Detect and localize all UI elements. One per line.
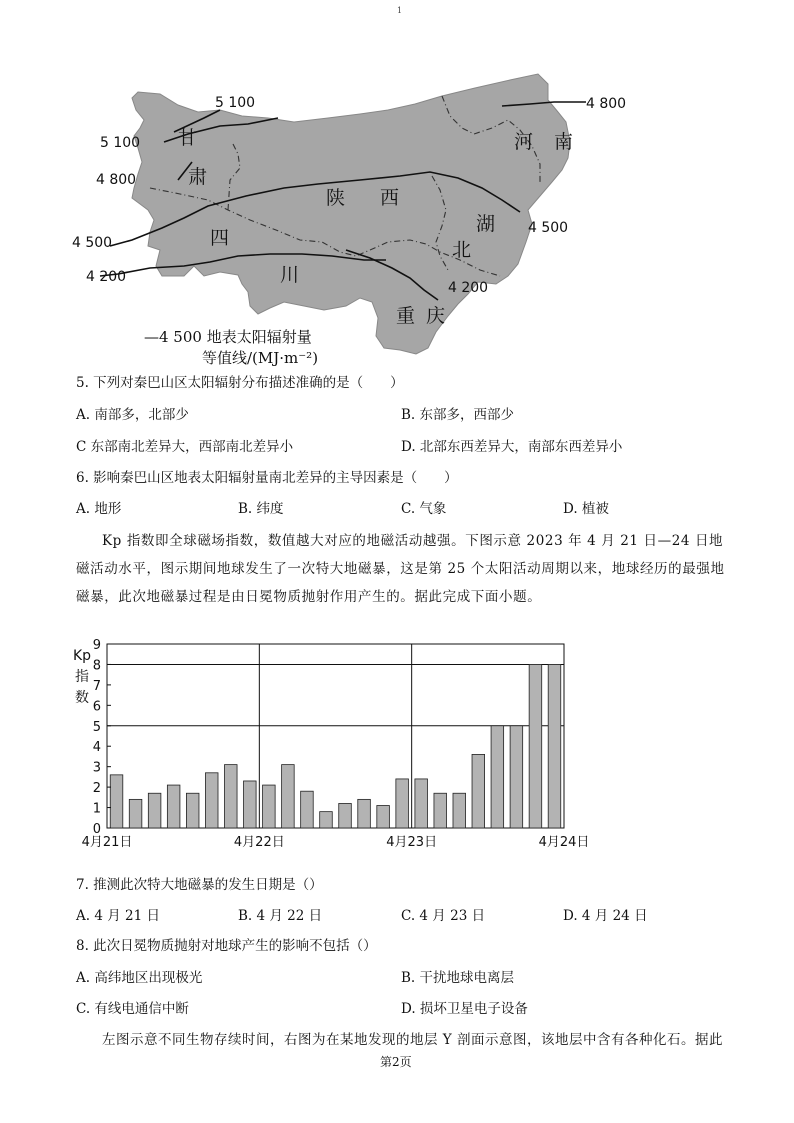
map-legend: —4 500 地表太阳辐射量 (144, 328, 312, 346)
province-label: 肃 (188, 166, 208, 188)
option[interactable]: B. 4 月 22 日 (238, 908, 323, 924)
kp-bar (320, 812, 333, 828)
y-axis-label (73, 648, 91, 706)
option[interactable]: A. 高纬地区出现极光 (76, 970, 203, 986)
kp-bar (377, 806, 390, 828)
kp-bar (472, 754, 485, 828)
y-axis-label-part: 数 (75, 690, 89, 706)
option[interactable]: B. 纬度 (238, 501, 284, 517)
question-5-stem: 5. 下列对秦巴山区太阳辐射分布描述准确的是（ ） (76, 375, 404, 391)
option[interactable]: D. 植被 (563, 501, 609, 517)
map-legend-unit: 等值线/(MJ·m⁻²) (202, 349, 319, 367)
next-passage-start: 左图示意不同生物存续时间，右图为在某地发现的地层 Y 剖面示意图，该地层中含有各种化石。据此 (102, 1032, 723, 1048)
isoline-label: 4 200 (86, 269, 127, 285)
kp-index-chart (60, 634, 600, 854)
kp-bar (282, 765, 295, 828)
kp-bar (453, 793, 466, 828)
kp-bar (510, 726, 523, 828)
question-8-stem: 8. 此次日冕物质抛射对地球产生的影响不包括（） (76, 938, 377, 954)
page-number: 第2页 (380, 1055, 412, 1069)
option[interactable]: D. 北部东西差异大，南部东西差异小 (401, 439, 623, 455)
option[interactable]: A. 南部多，北部少 (76, 407, 189, 423)
y-tick-label: 2 (92, 781, 101, 797)
y-tick-label: 8 (92, 658, 101, 674)
y-axis-label-part: 指 (75, 669, 89, 685)
option[interactable]: A. 4 月 21 日 (76, 908, 160, 924)
province-label: 西 (380, 187, 400, 209)
kp-bar (415, 779, 428, 828)
option[interactable]: C 东部南北差异大，西部南北差异小 (76, 439, 294, 455)
province-label: 川 (280, 264, 300, 286)
x-tick-labels (82, 835, 590, 850)
isoline-label: 4 500 (72, 235, 113, 251)
kp-bar (148, 793, 161, 828)
province-label: 南 (554, 131, 574, 153)
province-label: 河 (514, 131, 534, 153)
option[interactable]: B. 东部多，西部少 (401, 407, 515, 423)
kp-bar (167, 785, 180, 828)
y-tick-label: 9 (92, 638, 101, 653)
kp-bar (491, 726, 504, 828)
kp-bar (548, 664, 561, 828)
x-tick-label: 4月23日 (386, 835, 438, 850)
isoline-label: 4 200 (448, 280, 489, 296)
isoline-label: 4 500 (528, 220, 569, 236)
province-label: 北 (452, 239, 472, 261)
kp-bar (129, 799, 142, 828)
kp-bar (205, 773, 218, 828)
option[interactable]: D. 4 月 24 日 (563, 908, 648, 924)
kp-bar (263, 785, 276, 828)
province-label: 湖 (476, 213, 496, 235)
y-tick-label: 5 (92, 719, 101, 735)
kp-bar (224, 765, 237, 828)
x-tick-label: 4月24日 (538, 835, 590, 850)
kp-bar (301, 791, 314, 828)
isoline-label: 4 800 (96, 172, 137, 188)
province-label: 陕 (326, 187, 346, 209)
isoline-label: 5 100 (215, 95, 256, 111)
question-6-stem: 6. 影响秦巴山区地表太阳辐射量南北差异的主导因素是（ ） (76, 470, 458, 486)
option[interactable]: C. 有线电通信中断 (76, 1001, 189, 1017)
option[interactable]: B. 干扰地球电离层 (401, 970, 515, 986)
page-marker: 1 (397, 6, 403, 15)
isoline-label: 4 800 (586, 96, 627, 112)
option[interactable]: D. 损坏卫星电子设备 (401, 1001, 528, 1017)
y-tick-label: 4 (92, 740, 101, 756)
y-tick-label: 1 (92, 801, 101, 817)
province-label: 重 (396, 305, 416, 327)
kp-bar (244, 781, 257, 828)
question-7-stem: 7. 推测此次特大地磁暴的发生日期是（） (76, 877, 323, 893)
kp-bar (110, 775, 123, 828)
province-label: 甘 (178, 127, 198, 149)
y-axis-label-part: Kp (72, 648, 92, 664)
y-tick-label: 3 (92, 760, 101, 776)
x-tick-label: 4月21日 (81, 835, 133, 850)
province-label: 四 (210, 227, 230, 249)
option[interactable]: C. 气象 (401, 501, 447, 517)
y-tick-label: 7 (92, 678, 101, 694)
region-shape (132, 74, 570, 354)
option[interactable]: C. 4 月 23 日 (401, 908, 486, 924)
isoline-label: 5 100 (100, 135, 141, 151)
reading-passage: Kp 指数即全球磁场指数，数值越大对应的地磁活动越强。下图示意 2023 年 4 月 21 日—24 日地磁活动水平，图示期间地球发生了一次特大地磁暴，这是第 25 个太阳活动周期以来，地球经历的最强地磁暴，此次地磁暴过程是由日冕物质抛射作用产生的。据此完成下面小题。 (76, 533, 725, 605)
x-tick-label: 4月22日 (233, 835, 285, 850)
y-tick-label: 0 (92, 822, 101, 837)
solar-radiation-map (70, 70, 627, 370)
kp-bar (434, 793, 447, 828)
kp-bar (396, 779, 409, 828)
y-tick-label: 6 (92, 699, 101, 715)
province-label: 庆 (426, 305, 446, 327)
option[interactable]: A. 地形 (76, 501, 122, 517)
kp-bar (186, 793, 199, 828)
kp-bar (358, 799, 371, 828)
kp-bar (529, 664, 542, 828)
kp-bar (339, 803, 352, 828)
